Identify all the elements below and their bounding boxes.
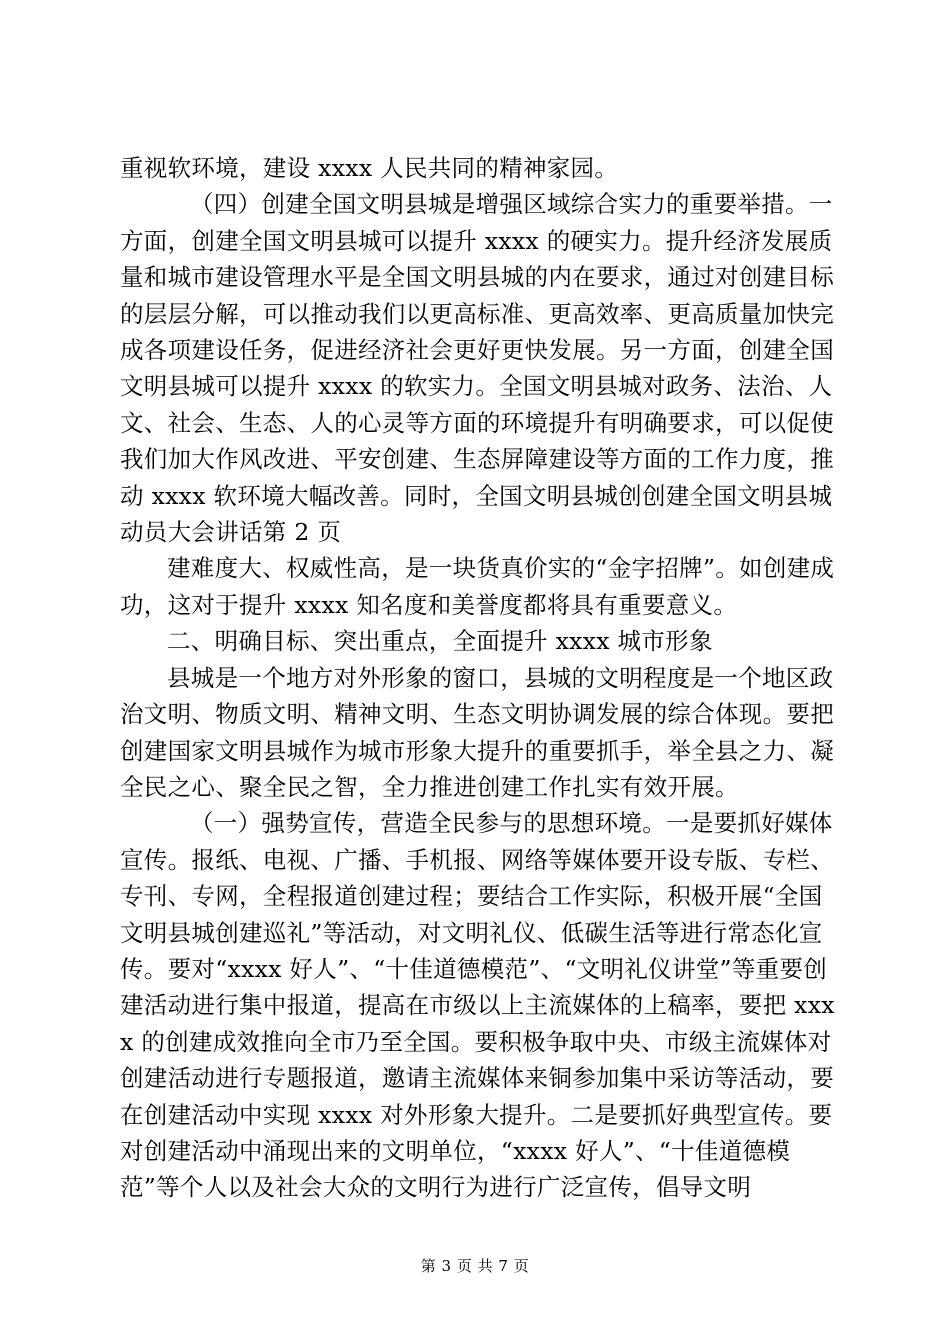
document-body bbox=[120, 150, 840, 1206]
paragraph-continuation: 重视软环境，建设 xxxx 人民共同的精神家园。 bbox=[120, 154, 619, 182]
page-number-footer: 第 3 页 共 7 页 bbox=[420, 1257, 530, 1275]
paragraph-golden-sign: 建难度大、权威性高，是一块货真价实的“金字招牌”。如创建成功，这对于提升 xxxx 知名度和美誉度都将具有重要意义。 bbox=[120, 554, 835, 619]
paragraph-section-four: （四）创建全国文明县城是增强区域综合实力的重要举措。一方面，创建全国文明县城可以提升 xxxx 的硬实力。提升经济发展质量和城市建设管理水平是全国文明县城的内在要求，通过对创建目标的层层分解，可以推动我们以更高标准、更高效率、更高质量加快完成各项建设任务，促进经济社会更好更快发展。另一方面，创建全国文明县城可以提升 xxxx 的软实力。全国文明县城对政务、法治、人文、社会、生态、人的心灵等方面的环境提升有明确要求，可以促使我们加大作风改进、平安创建、生态屏障建设等方面的工作力度，推动 xxxx 软环境大幅改善。同时，全国文明县城创创建全国文明县城动员大会讲话第 2 页 bbox=[120, 190, 834, 547]
section-heading-two: 二、明确目标、突出重点，全面提升 xxxx 城市形象 bbox=[167, 627, 713, 656]
paragraph-county-window: 县城是一个地方对外形象的窗口，县城的文明程度是一个地区政治文明、物质文明、精神文明、生态文明协调发展的综合体现。要把创建国家文明县城作为城市形象大提升的重要抓手，举全县之力、凝全民之心、聚全民之智，全力推进创建工作扎实有效开展。 bbox=[120, 663, 834, 801]
paragraph-publicity: （一）强势宣传，营造全民参与的思想环境。一是要抓好媒体宣传。报纸、电视、广播、手机报、网络等媒体要开设专版、专栏、专刊、专网，全程报道创建过程；要结合工作实际，积极开展“全国文明县城创建巡礼”等活动，对文明礼仪、低碳生活等进行常态化宣传。要对“xxxx 好人”、“十佳道德模范”、“文明礼仪讲堂”等重要创建活动进行集中报道，提高在市级以上主流媒体的上稿率，要把 xxxx 的创建成效推向全市乃至全国。要积极争取中央、市级主流媒体对创建活动进行专题报道，邀请主流媒体来铜参加集中采访等活动，要在创建活动中实现 xxxx 对外形象大提升。二是要抓好典型宣传。要对创建活动中涌现出来的文明单位，“xxxx 好人”、“十佳道德模范”等个人以及社会大众的文明行为进行广泛宣传，倡导文明 bbox=[120, 809, 835, 1202]
